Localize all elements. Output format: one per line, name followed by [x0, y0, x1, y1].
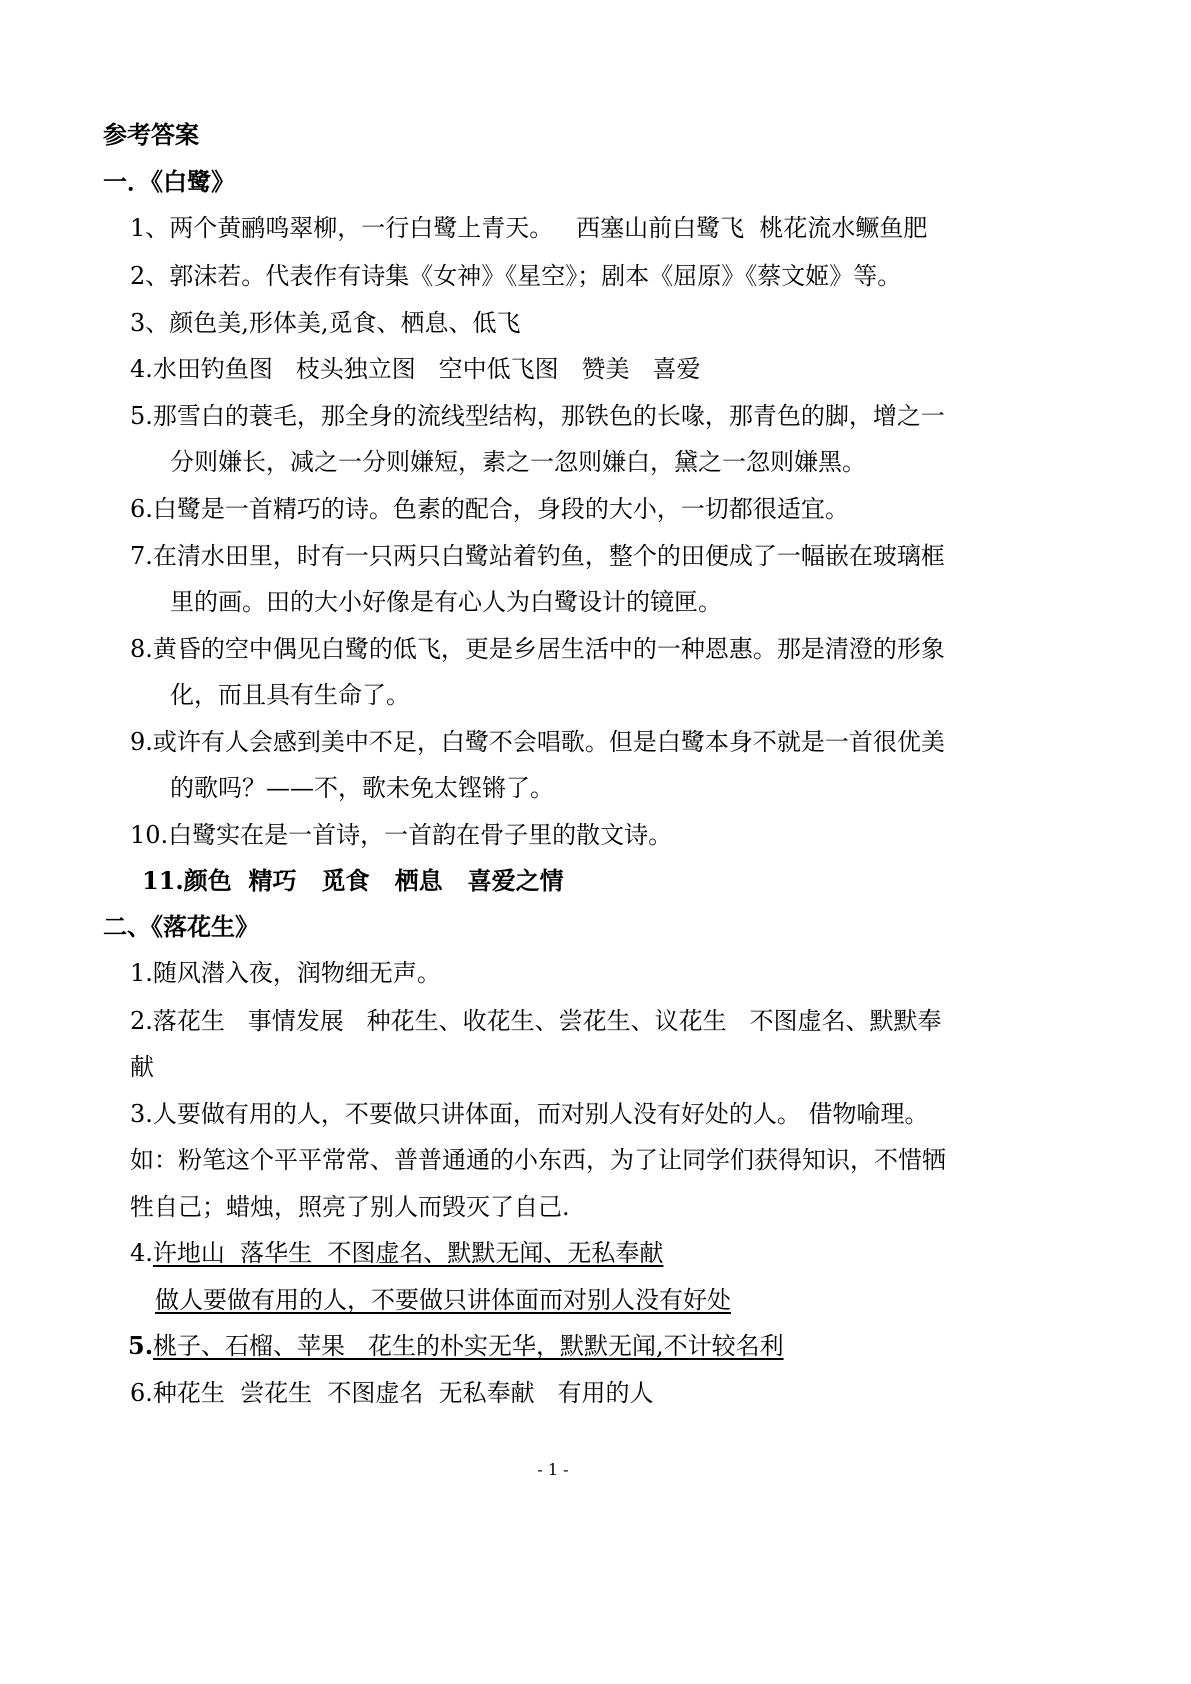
answer-line: 3.人要做有用的人，不要做只讲体面，而对别人没有好处的人。 借物喻理。 [130, 1100, 929, 1128]
section-heading-luohuasheng: 二、《落花生》 [103, 912, 259, 941]
answer-line: 11.颜色 精巧 觅食 栖息 喜爱之情 [142, 866, 564, 895]
answer-line: 2、郭沫若。代表作有诗集《女神》《星空》；剧本《屈原》《蔡文姬》等。 [130, 262, 902, 290]
item-number: 5. [128, 1331, 154, 1360]
answer-line: 献 [130, 1053, 154, 1081]
underlined-answer: 桃子、石榴、苹果 花生的朴实无华，默默无闻,不计较名利 [153, 1332, 784, 1360]
section-heading-bailu: 一．《白鹭》 [103, 167, 235, 196]
answer-line: 的歌吗？——不，歌未免太铿锵了。 [170, 774, 554, 802]
answer-line: 3、颜色美,形体美,觅食、栖息、低飞 [130, 309, 521, 337]
page-title: 参考答案 [103, 120, 199, 149]
answer-line [130, 1238, 663, 1268]
answer-line: 7.在清水田里，时有一只两只白鹭站着钓鱼，整个的田便成了一幅嵌在玻璃框 [130, 542, 945, 570]
answer-line: 1、两个黄鹂鸣翠柳，一行白鹭上青天。 西塞山前白鹭飞 桃花流水鳜鱼肥 [130, 214, 928, 242]
answer-line: 如：粉笔这个平平常常、普普通通的小东西，为了让同学们获得知识，不惜牺 [130, 1146, 946, 1174]
answer-line: 2.落花生 事情发展 种花生、收花生、尝花生、议花生 不图虚名、默默奉 [130, 1007, 942, 1035]
answer-line: 8.黄昏的空中偶见白鹭的低飞，更是乡居生活中的一种恩惠。那是清澄的形象 [130, 635, 945, 663]
answer-line: 1.随风潜入夜，润物细无声。 [130, 959, 441, 987]
answer-line: 牲自己；蜡烛，照亮了别人而毁灭了自己. [130, 1193, 570, 1221]
page-number: - 1 - [537, 1460, 569, 1479]
answer-line: 4.水田钓鱼图 枝头独立图 空中低飞图 赞美 喜爱 [130, 355, 701, 383]
underlined-answer: 做人要做有用的人，不要做只讲体面而对别人没有好处 [155, 1286, 731, 1314]
item-number: 4. [130, 1239, 153, 1267]
answer-line: 分则嫌长，减之一分则嫌短，素之一忽则嫌白，黛之一忽则嫌黑。 [170, 448, 866, 476]
answer-line [128, 1331, 784, 1361]
answer-line: 10.白鹭实在是一首诗，一首韵在骨子里的散文诗。 [130, 821, 673, 849]
answer-line: 5.那雪白的蓑毛，那全身的流线型结构，那铁色的长喙，那青色的脚，增之一 [130, 402, 945, 430]
answer-line: 9.或许有人会感到美中不足，白鹭不会唱歌。但是白鹭本身不就是一首很优美 [130, 728, 945, 756]
answer-line: 6.白鹭是一首精巧的诗。色素的配合，身段的大小，一切都很适宜。 [130, 495, 849, 523]
answer-line: 里的画。田的大小好像是有心人为白鹭设计的镜匣。 [170, 588, 722, 616]
underlined-answer: 许地山 落华生 不图虚名、默默无闻、无私奉献 [152, 1239, 664, 1267]
answer-line: 6.种花生 尝花生 不图虚名 无私奉献 有用的人 [130, 1379, 654, 1407]
answer-line: 化，而且具有生命了。 [170, 681, 410, 709]
